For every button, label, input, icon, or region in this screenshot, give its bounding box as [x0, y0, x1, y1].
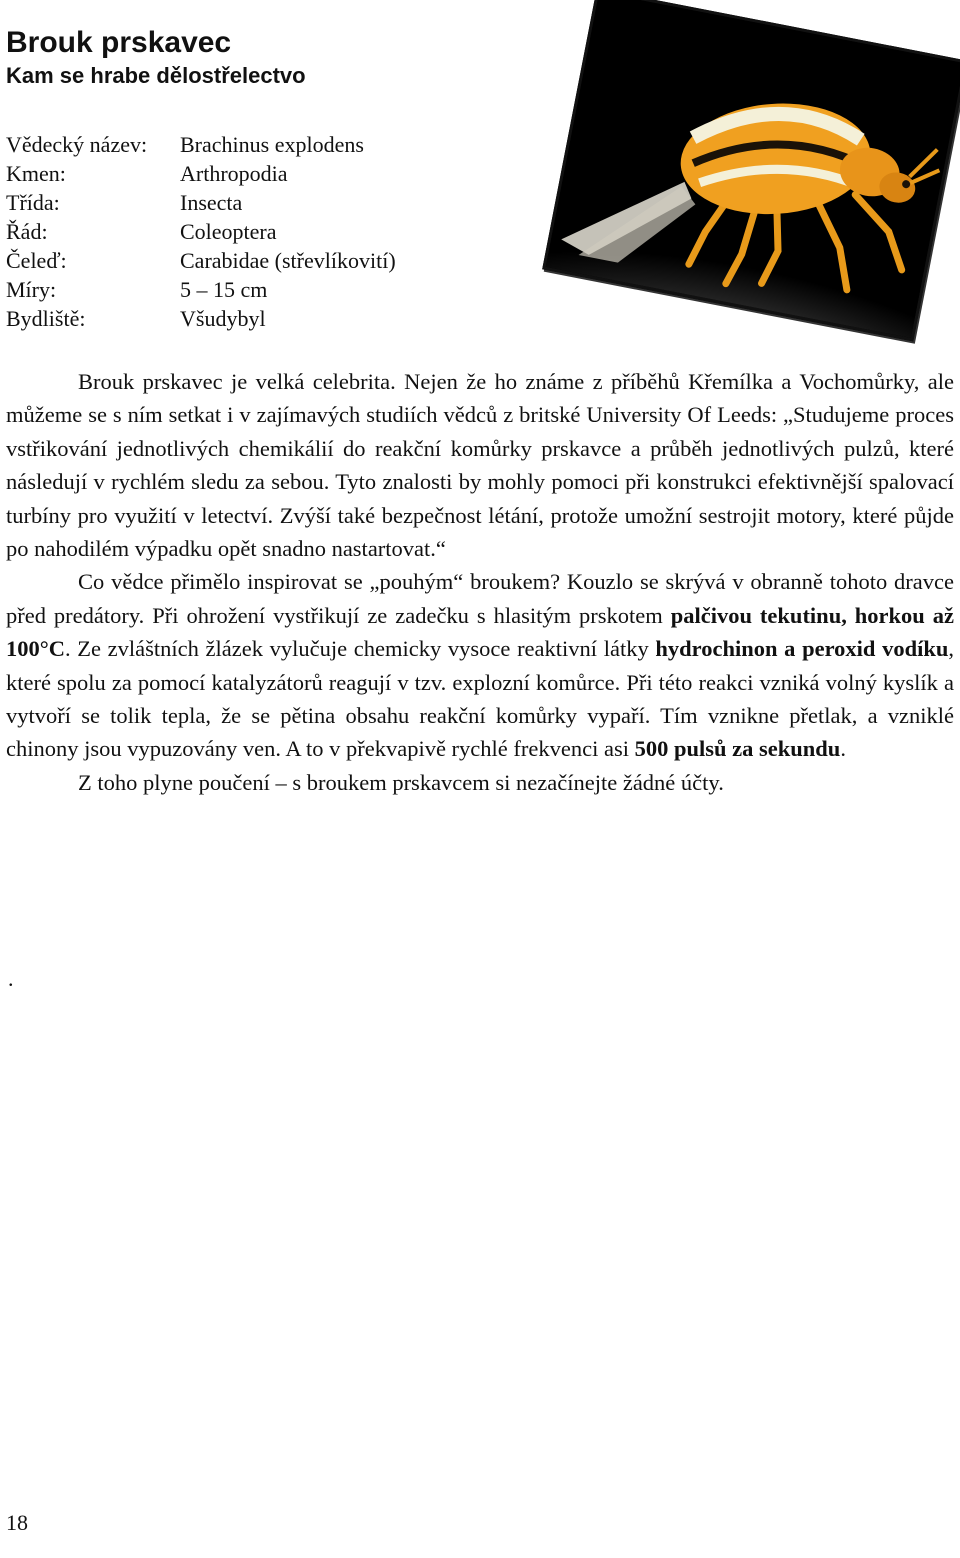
fact-value: Coleoptera	[180, 219, 277, 244]
text-span: Co vědce přimělo inspirovat se „pouhým“ broukem? Kouzlo se skrývá v obranně tohoto dravce před predátory. Při ohrožení vystřikují ze zadečku s hlasitým prskotem	[6, 569, 954, 628]
bold-phrase: 500 pulsů za sekundu	[634, 736, 841, 762]
taxonomy-table	[6, 130, 396, 333]
fact-label: Míry:	[6, 277, 57, 302]
fact-label: Kmen:	[6, 161, 66, 186]
fact-label: Čeleď:	[6, 248, 67, 273]
fact-value: Arthropodia	[180, 161, 288, 186]
fact-row	[6, 188, 396, 217]
fact-label: Bydliště:	[6, 306, 86, 331]
article-body	[6, 365, 954, 799]
fact-label: Řád:	[6, 219, 48, 244]
bold-phrase: palčivou tekutinu, horkou až 100°C	[6, 602, 954, 662]
fact-value: Všudybyl	[180, 306, 266, 331]
paragraph-moral: Z toho plyne poučení – s broukem prskavcem si nezačínejte žádné účty.	[78, 769, 724, 795]
beetle-icon	[546, 0, 960, 338]
text-span: , které spolu za pomocí katalyzátorů reagují v tzv. explozní komůrce. Při této reakci vzniká volný kyslík a vytvoří se tolik tepla, že se pětina obsahu reakční komůrky vypaří. Tím vznikne přetlak, a vzniklé chinony jsou vypuzovány ven. A to v překvapivě rychlé frekvenci asi	[6, 636, 954, 762]
stray-dot: .	[8, 966, 14, 991]
text-span: . Ze zvláštních žlázek vylučuje chemicky vysoce reaktivní látky	[65, 636, 656, 662]
fact-row	[6, 275, 396, 304]
fact-value: Carabidae (střevlíkovití)	[180, 248, 396, 273]
fact-row	[6, 130, 396, 159]
fact-label: Třída:	[6, 190, 60, 215]
fact-value: Brachinus explodens	[180, 132, 364, 157]
article-subtitle: Kam se hrabe dělostřelectvo	[6, 63, 306, 88]
fact-row	[6, 304, 396, 333]
bold-phrase: hydrochinon a peroxid vodíku	[655, 636, 949, 662]
paragraph-defense	[6, 565, 954, 765]
fact-label: Vědecký název:	[6, 132, 148, 157]
fact-value: 5 – 15 cm	[180, 277, 268, 302]
paragraph-intro: Brouk prskavec je velká celebrita. Nejen že ho známe z příběhů Křemílka a Vochomůrky, ale můžeme se s ním setkat i v zajímavých studiích vědců z britské University Of Leeds: „Studujeme proces vstřikování jednotlivých chemikálií do reakční komůrky prskavce a průběh jednotlivých pulzů, které následují v rychlém sledu za sebou. Tyto znalosti by mohly pomoci při konstrukci efektivnější spalovací turbíny pro využití v letectví. Zvýší také bezpečnost létání, protože umožní sestrojit motory, které půjde po nahodilém výpadku opět snadno nastartovat.“	[6, 369, 954, 562]
fact-row	[6, 217, 396, 246]
article-title: Brouk prskavec	[6, 26, 232, 59]
text-span: .	[840, 736, 846, 762]
fact-value: Insecta	[180, 190, 243, 215]
page-number: 18	[6, 1510, 28, 1535]
fact-row	[6, 246, 396, 275]
fact-row	[6, 159, 396, 188]
beetle-photo	[542, 0, 960, 341]
